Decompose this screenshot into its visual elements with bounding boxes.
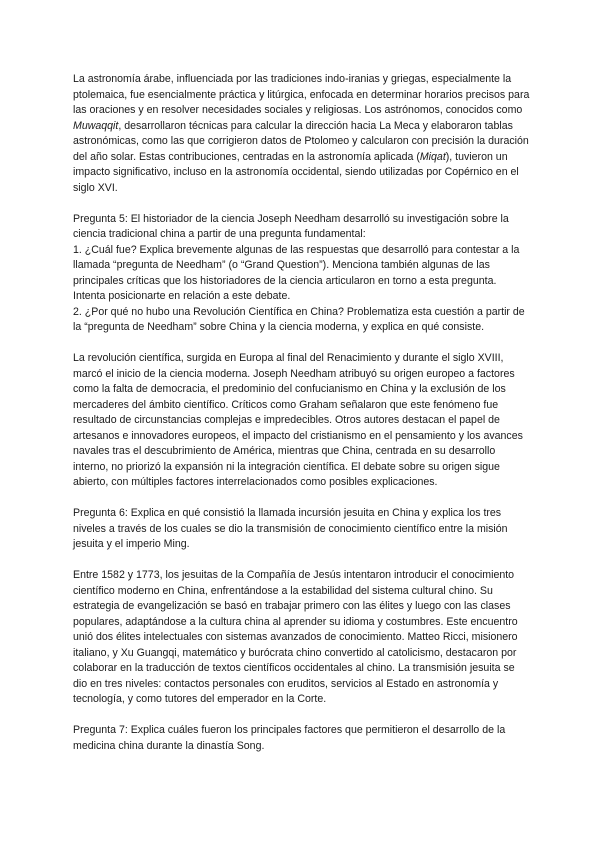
question-line: 2. ¿Por qué no hubo una Revolución Científica en China? Problematiza esta cuestión a partir de la “pregunta de Needham” sobre China y la ciencia moderna, y explica en qué consiste. — [73, 305, 525, 333]
answer-paragraph-jesuits — [73, 568, 531, 708]
answer-paragraph-arab-astronomy — [73, 72, 531, 196]
italic-term: Miqat — [419, 150, 446, 163]
paragraph-text: La revolución científica, surgida en Europa al final del Renacimiento y durante el siglo XVIII, marcó el inicio de la ciencia moderna. Joseph Needham atribuyó su origen europeo a factores como la falta de democracia, el predominio del confucianismo en China y la exclusión de los mercaderes del ámbito científico. Críticos como Graham señalaron que este fenómeno fue resultado de circunstancias complejas e impredecibles. Otros autores destacan el papel de artesanos e innovadores europeos, el impacto del cristianismo en el pensamiento y los avances navales tras el descubrimiento de América, mientras que China, centrada en su desarrollo interno, no priorizó la expansión ni la integración científica. El debate sobre su origen sigue abierto, con múltiples factores interrelacionados como posibles explicaciones. — [73, 352, 523, 488]
question-5 — [73, 212, 531, 336]
paragraph-text: La astronomía árabe, influenciada por las tradiciones indo-iranias y griegas, especialmente la ptolemaica, fue esencialmente práctica y litúrgica, enfocada en determinar horarios precisos para las oraciones y en resolver necesidades sociales y religiosas. Los astrónomos, conocidos como Muwaqqit, desarrollaron técnicas para calcular la dirección hacia La Meca y elaboraron tablas astronómicas, como las que corrigieron datos de Ptolomeo y calcularon con precisión la duración del año solar. Estas contribuciones, centradas en la astronomía aplicada (Miqat), tuvieron un impacto significativo, incluso en la astronomía occidental, siendo utilizadas por Copérnico en el siglo XVI. — [73, 73, 530, 194]
paragraph-text: Entre 1582 y 1773, los jesuitas de la Compañía de Jesús intentaron introducir el conocimiento científico moderno en China, enfrentándose a la estabilidad del sistema cultural chino. Su estrategia de evangelización se basó en trabajar primero con las élites y luego con las clases populares, adaptándose a la cultura china al aprender su idioma y costumbres. Este encuentro unió dos élites intelectuales con sistemas avanzados de conocimiento. Matteo Ricci, misionero italiano, y Xu Guangqi, matemático y burócrata chino convertido al catolicismo, destacaron por colaborar en la traducción de textos científicos occidentales al chino. La transmisión jesuita se dio en tres niveles: contactos personales con eruditos, servicios al Estado en astronomía y tecnología, y como tutores del emperador en la Corte. — [73, 569, 518, 705]
question-line: Pregunta 7: Explica cuáles fueron los principales factores que permitieron el desarrollo de la medicina china durante la dinastía Song. — [73, 724, 506, 752]
question-7 — [73, 723, 531, 754]
question-line: Pregunta 6: Explica en qué consistió la llamada incursión jesuita en China y explica los tres niveles a través de los cuales se dio la transmisión de conocimiento científico entre la misión jesuita y el imperio Ming. — [73, 507, 508, 550]
answer-paragraph-scientific-revolution — [73, 351, 531, 491]
document-page — [73, 72, 531, 770]
question-6 — [73, 506, 531, 553]
italic-term: Muwaqqit — [73, 119, 119, 132]
question-line: Pregunta 5: El historiador de la ciencia Joseph Needham desarrolló su investigación sobre la ciencia tradicional china a partir de una pregunta fundamental: — [73, 212, 509, 240]
question-line: 1. ¿Cuál fue? Explica brevemente algunas de las respuestas que desarrolló para contestar a la llamada “pregunta de Needham” (o “Grand Question”). Menciona también algunas de las principales críticas que los historiadores de la ciencia articularon en torno a esta pregunta. Intenta posicionarte en relación a este debate. — [73, 243, 520, 302]
